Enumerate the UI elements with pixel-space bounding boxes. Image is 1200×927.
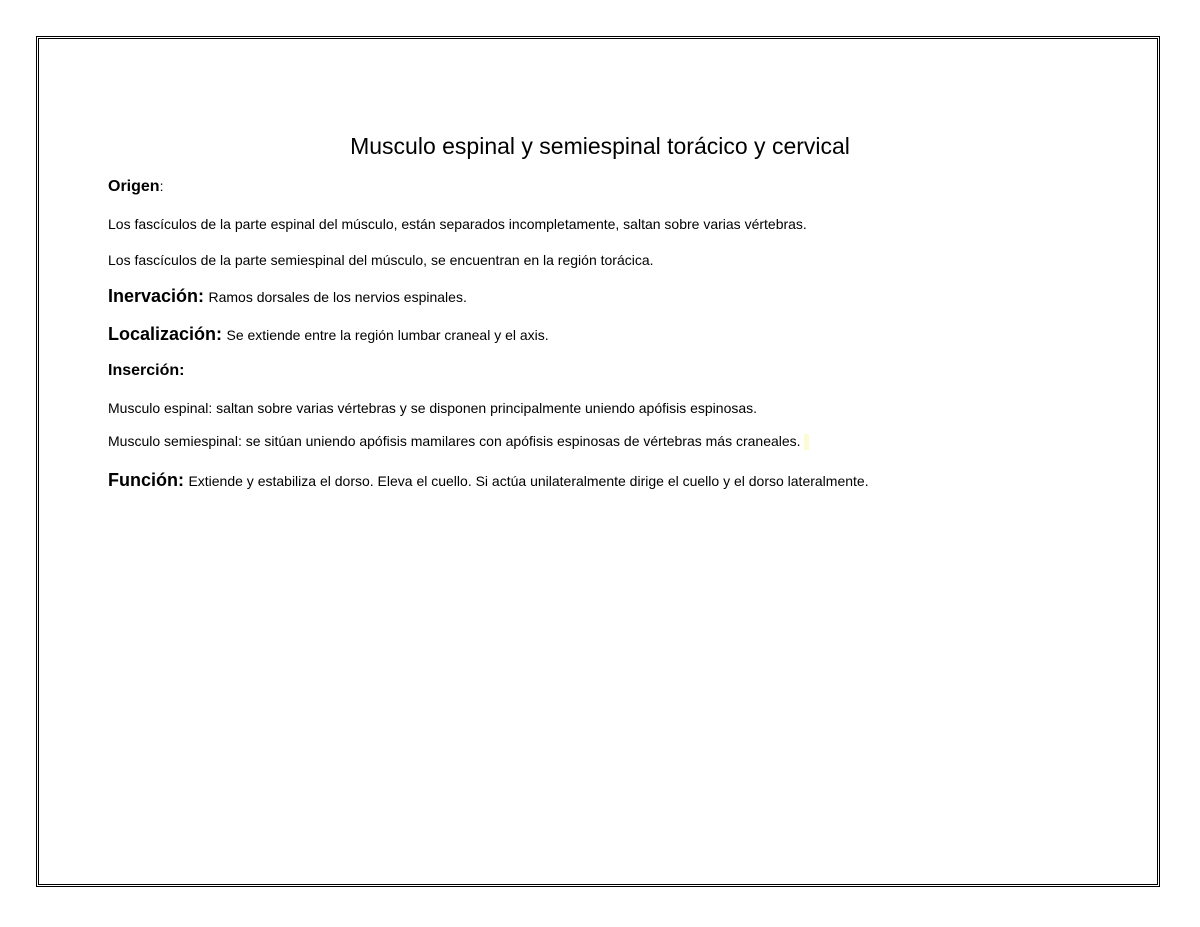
origen-heading xyxy=(108,178,163,196)
insercion-line-2: Musculo semiespinal: se sitúan uniendo apófisis mamilares con apófisis espinosas de vértebras más craneales. xyxy=(108,433,801,449)
insercion-heading: Inserción: xyxy=(108,362,185,379)
funcion-paragraph xyxy=(108,470,869,491)
document-title: Musculo espinal y semiespinal torácico y cervical xyxy=(350,133,850,159)
inervacion-label: Inervación: xyxy=(108,286,205,306)
inervacion-text: Ramos dorsales de los nervios espinales. xyxy=(208,289,467,305)
localizacion-paragraph xyxy=(108,324,549,345)
insercion-line-2-paragraph xyxy=(108,433,809,450)
origen-line-2: Los fascículos de la parte semiespinal del músculo, se encuentran en la región torácica. xyxy=(108,252,654,268)
inervacion-paragraph xyxy=(108,286,467,307)
localizacion-label: Localización: xyxy=(108,324,223,344)
localizacion-text: Se extiende entre la región lumbar craneal y el axis. xyxy=(226,327,549,343)
text-cursor-highlight xyxy=(804,434,809,450)
origen-label: Origen xyxy=(108,178,160,195)
origen-line-1: Los fascículos de la parte espinal del músculo, están separados incompletamente, saltan sobre varias vértebras. xyxy=(108,216,807,232)
origen-colon: : xyxy=(159,178,164,194)
insercion-line-1: Musculo espinal: saltan sobre varias vértebras y se disponen principalmente uniendo apófisis espinosas. xyxy=(108,400,758,416)
page-frame xyxy=(36,36,1160,887)
funcion-text: Extiende y estabiliza el dorso. Eleva el cuello. Si actúa unilateralmente dirige el cuello y el dorso lateralmente. xyxy=(188,473,869,489)
funcion-label: Función: xyxy=(108,470,184,490)
